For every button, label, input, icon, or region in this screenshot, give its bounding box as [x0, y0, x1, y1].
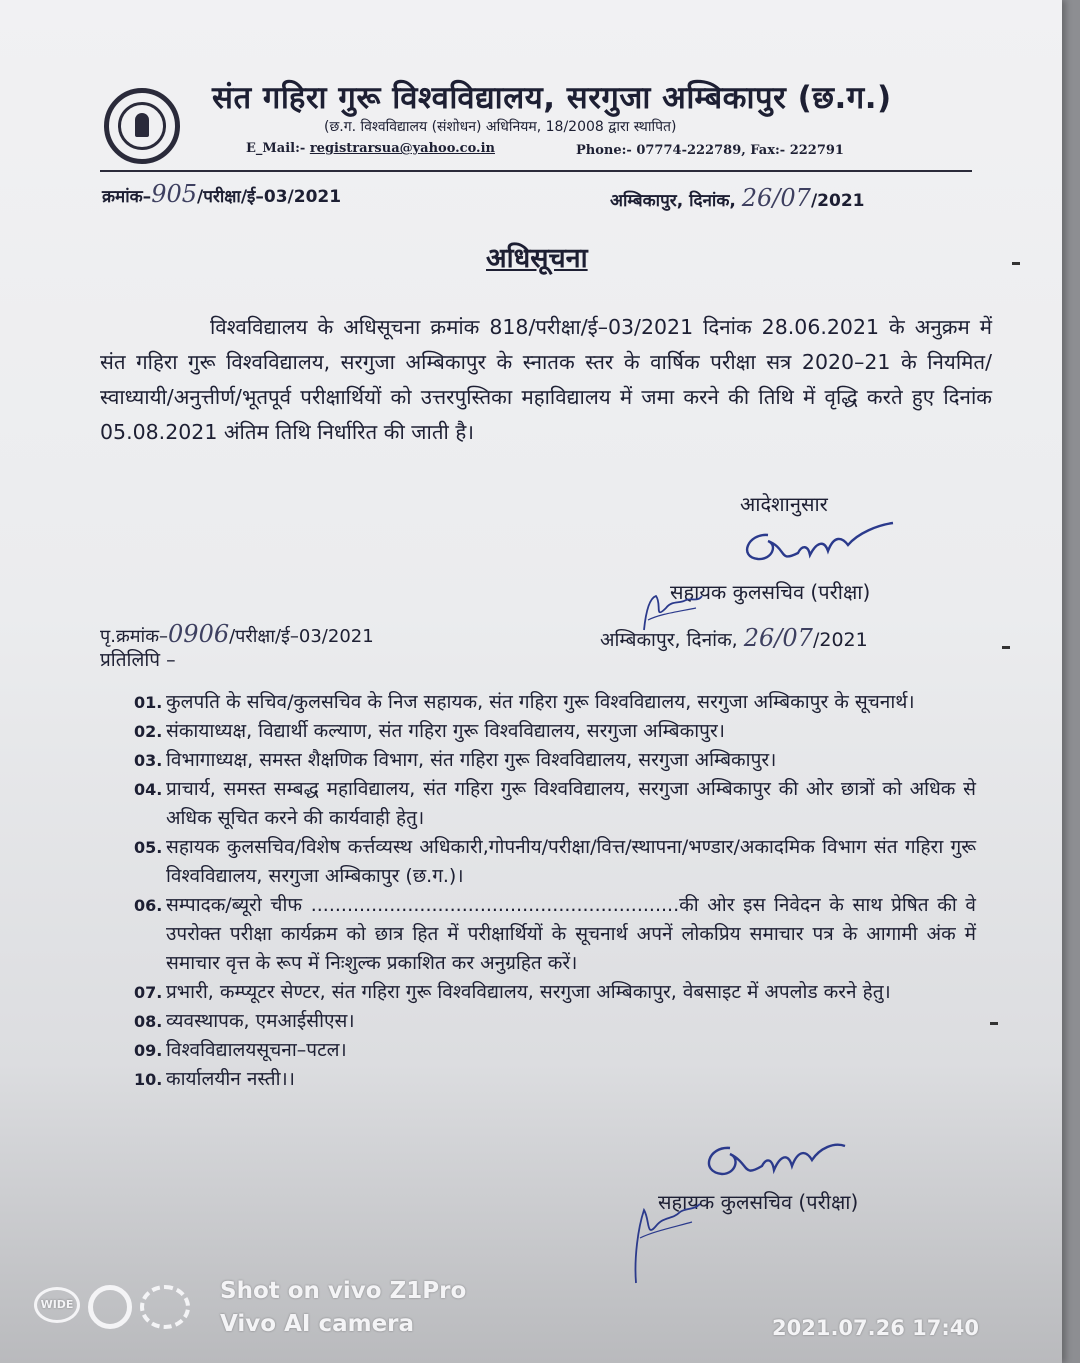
notice-ref-prefix: क्रमांक– — [102, 187, 152, 207]
margin-mark — [1002, 646, 1010, 649]
notice-ref-number: 905 — [151, 180, 197, 208]
margin-mark — [990, 1022, 998, 1025]
header-divider — [100, 170, 972, 172]
copy-place-prefix: अम्बिकापुर, दिनांक, — [600, 629, 738, 651]
copy-ref-prefix: पृ.क्रमांक– — [100, 626, 169, 647]
margin-mark — [1012, 262, 1020, 265]
notice-date-handwritten: 26/07 — [741, 184, 811, 212]
list-item: 07. प्रभारी, कम्प्यूटर सेण्टर, संत गहिरा गुरू विश्वविद्यालय, सरगुजा अम्बिकापुर, वेबसाइट में अपलोड करने हेतु। — [134, 981, 891, 1003]
list-item: 10. कार्यालयीन नस्ती।। — [134, 1068, 295, 1090]
notice-place-date — [610, 184, 864, 212]
copy-date-handwritten: 26/07 — [743, 624, 813, 652]
notice-place-prefix: अम्बिकापुर, दिनांक, — [610, 191, 736, 211]
list-item: 02. संकायाध्यक्ष, विद्यार्थी कल्याण, संत गहिरा गुरू विश्वविद्यालय, सरगुजा अम्बिकापुर। — [134, 720, 725, 742]
copy-place-date — [600, 624, 868, 652]
copy-signatory: सहायक कुलसचिव (परीक्षा) — [658, 1190, 859, 1214]
list-item: 03. विभागाध्यक्ष, समस्त शैक्षणिक विभाग, संत गहिरा गुरू विश्वविद्यालय, सरगुजा अम्बिकापुर। — [134, 749, 777, 771]
list-item: 04. प्राचार्य, समस्त सम्बद्ध महाविद्यालय, संत गहिरा गुरू विश्वविद्यालय, सरगुजा अम्बिकापुर की ओर छात्रों को अधिक से अधिक सूचित करने की कार्यवाही हेतु। — [134, 778, 976, 829]
university-seal-icon — [104, 88, 180, 164]
watermark-device: Shot on vivo Z1Pro — [220, 1278, 467, 1304]
notice-ref-suffix: /परीक्षा/ई–03/2021 — [197, 187, 342, 207]
distribution-list — [134, 688, 976, 1094]
email-line — [246, 141, 495, 156]
camera-ring-icon — [88, 1285, 132, 1329]
list-item: 05. सहायक कुलसचिव/विशेष कर्त्तव्यस्थ अधिकारी,गोपनीय/परीक्षा/वित्त/स्थापना/भण्डार/अकादमिक विभाग संत गहिरा गुरू विश्वविद्यालय, सरगुजा अम्बिकापुर (छ.ग.)। — [134, 836, 976, 887]
watermark-camera: Vivo AI camera — [220, 1311, 415, 1337]
list-item: 09. विश्वविद्यालयसूचना–पटल। — [134, 1039, 347, 1061]
initials-stamp-icon — [626, 1198, 706, 1288]
phone-fax-line: Phone:- 07774-222789, Fax:- 222791 — [576, 143, 844, 158]
notice-signatory: सहायक कुलसचिव (परीक्षा) — [670, 580, 871, 604]
university-name: संत गहिरा गुरू विश्वविद्यालय, सरगुजा अम्बिकापुर (छ.ग.) — [212, 80, 892, 116]
email-address: registrarsua@yahoo.co.in — [309, 141, 495, 156]
email-label: E_Mail:- — [246, 141, 306, 156]
wide-badge-icon — [34, 1287, 80, 1323]
watermark-timestamp: 2021.07.26 17:40 — [772, 1316, 980, 1340]
notice-heading: अधिसूचना — [486, 243, 588, 274]
list-item: 01. कुलपति के सचिव/कुलसचिव के निज सहायक, संत गहिरा गुरू विश्वविद्यालय, सरगुजा अम्बिकापुर के सूचनार्थ। — [134, 691, 915, 713]
notice-date-year: /2021 — [810, 191, 865, 211]
notice-body: विश्वविद्यालय के अधिसूचना क्रमांक 818/परीक्षा/ई–03/2021 दिनांक 28.06.2021 के अनुक्रम में संत गहिरा गुरू विश्वविद्यालय, सरगुजा अम्बिकापुर के स्नातक स्तर के वार्षिक परीक्षा सत्र 2020–21 के नियमित/स्वाध्यायी/अनुत्तीर्ण/भूतपूर्व परीक्षार्थियों को उत्तरपुस्तिका महाविद्यालय में जमा करने की तिथि में वृद्धि करते हुए दिनांक 05.08.2021 अंतिम तिथि निर्धारित की जाती है। — [100, 315, 992, 444]
copy-label: प्रतिलिपि – — [100, 649, 176, 671]
copy-date-year: /2021 — [812, 629, 868, 651]
signature-scribble-icon — [738, 515, 898, 567]
signature-scribble-icon — [700, 1128, 850, 1183]
order-label: आदेशानुसार — [740, 492, 828, 516]
notice-reference — [102, 180, 341, 208]
list-item: 08. व्यवस्थापक, एमआईसीएस। — [134, 1010, 355, 1032]
camera-lens-icon — [140, 1285, 190, 1329]
copy-reference — [100, 620, 374, 648]
copy-ref-number: 0906 — [168, 620, 230, 648]
wide-badge-label: WIDE — [40, 1298, 74, 1311]
copy-ref-suffix: /परीक्षा/ई–03/2021 — [229, 626, 374, 647]
establishment-subtitle: (छ.ग. विश्वविद्यालय (संशोधन) अधिनियम, 18/2008 द्वारा स्थापित) — [324, 119, 677, 135]
list-item: 06. सम्पादक/ब्यूरो चीफ .............................................................की ओर इस निवेदन के साथ प्रेषित की वे उपरोक्त परीक्षा कार्यक्रम को छात्र हित में परीक्षार्थियों के सूचनार्थ अपनें लोकप्रिय समाचार पत्र के आगामी अंक में समाचार वृत्त के रूप में निःशुल्क प्रकाशित कर अनुग्रहित करें। — [134, 894, 976, 974]
